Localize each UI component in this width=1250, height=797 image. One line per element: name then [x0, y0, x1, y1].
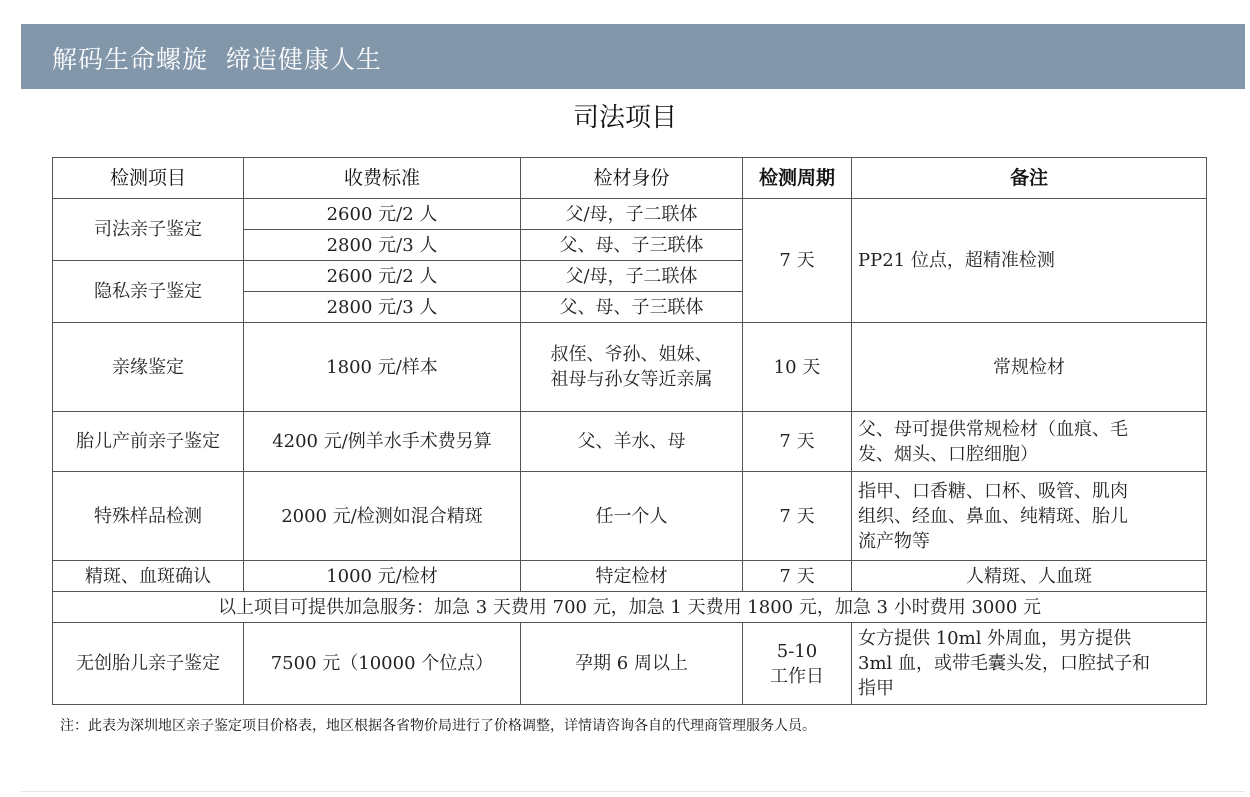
sample-nipt: 孕期 6 周以上 — [521, 623, 743, 705]
note-nipt-line: 女方提供 10ml 外周血，男方提供 — [858, 628, 1132, 649]
sample-stain: 特定检材 — [521, 561, 743, 592]
fee-stain: 1000 元/检材 — [244, 561, 521, 592]
fee-judicial-2: 2600 元/2 人 — [244, 199, 521, 230]
cycle-special: 7 天 — [743, 472, 852, 561]
sample-kinship-line: 祖母与孙女等近亲属 — [550, 369, 713, 390]
sample-kinship-line: 叔侄、爷孙、姐妹、 — [550, 344, 713, 365]
cycle-nipt-line: 5-10 — [776, 640, 818, 662]
col-header-fee: 收费标准 — [244, 158, 521, 199]
cycle-stain: 7 天 — [743, 561, 852, 592]
table-row — [53, 472, 1207, 561]
sample-judicial-3: 父、母、子三联体 — [521, 230, 743, 261]
note-prenatal-line: 发、烟头、口腔细胞） — [858, 443, 1038, 465]
sample-private-3: 父、母、子三联体 — [521, 292, 743, 323]
sample-special: 任一个人 — [521, 472, 743, 561]
cycle-kinship: 10 天 — [743, 323, 852, 412]
note-special — [852, 472, 1207, 561]
fee-judicial-3: 2800 元/3 人 — [244, 230, 521, 261]
cycle-prenatal: 7 天 — [743, 412, 852, 472]
item-private: 隐私亲子鉴定 — [53, 261, 244, 323]
table-row — [53, 323, 1207, 412]
fee-private-3: 2800 元/3 人 — [244, 292, 521, 323]
fee-nipt: 7500 元（10000 个位点） — [244, 623, 521, 705]
table-row — [53, 561, 1207, 592]
note-nipt — [852, 623, 1207, 705]
note-special-line: 流产物等 — [858, 530, 930, 552]
item-prenatal: 胎儿产前亲子鉴定 — [53, 412, 244, 472]
table-row — [53, 412, 1207, 472]
col-header-note: 备注 — [852, 158, 1207, 199]
item-nipt: 无创胎儿亲子鉴定 — [53, 623, 244, 705]
price-table — [52, 157, 1207, 705]
header-banner — [21, 24, 1245, 89]
item-judicial: 司法亲子鉴定 — [53, 199, 244, 261]
table-row — [53, 592, 1207, 623]
sample-kinship — [521, 323, 743, 412]
table-row — [53, 199, 1207, 230]
item-special: 特殊样品检测 — [53, 472, 244, 561]
page-title: 司法项目 — [572, 103, 677, 133]
table-row — [53, 623, 1207, 705]
item-kinship: 亲缘鉴定 — [53, 323, 244, 412]
col-header-cycle: 检测周期 — [743, 158, 852, 199]
cycle-nipt — [743, 623, 852, 705]
cycle-nipt-line: 工作日 — [770, 665, 824, 687]
sample-prenatal: 父、羊水、母 — [521, 412, 743, 472]
note-prenatal-line: 父、母可提供常规检材（血痕、毛 — [858, 418, 1128, 440]
note-kinship: 常规检材 — [852, 323, 1207, 412]
sample-judicial-2: 父/母，子二联体 — [521, 199, 743, 230]
fee-special: 2000 元/检测如混合精斑 — [244, 472, 521, 561]
note-special-line: 组织、经血、鼻血、纯精斑、胎儿 — [858, 505, 1128, 527]
note-nipt-line: 3ml 血，或带毛囊头发，口腔拭子和 — [858, 653, 1150, 674]
urgent-service-note: 以上项目可提供加急服务：加急 3 天费用 700 元，加急 1 天费用 1800 元，加急 3 小时费用 3000 元 — [53, 592, 1207, 623]
table-header-row — [53, 158, 1207, 199]
note-nipt-line: 指甲 — [858, 678, 894, 699]
note-prenatal — [852, 412, 1207, 472]
fee-prenatal: 4200 元/例羊水手术费另算 — [244, 412, 521, 472]
note-stain: 人精斑、人血斑 — [852, 561, 1207, 592]
fee-private-2: 2600 元/2 人 — [244, 261, 521, 292]
item-stain: 精斑、血斑确认 — [53, 561, 244, 592]
bottom-divider — [21, 791, 1245, 792]
col-header-item: 检测项目 — [53, 158, 244, 199]
cycle-paternity: 7 天 — [743, 199, 852, 323]
sample-private-2: 父/母，子二联体 — [521, 261, 743, 292]
col-header-sample: 检材身份 — [521, 158, 743, 199]
note-special-line: 指甲、口香糖、口杯、吸管、肌肉 — [858, 480, 1128, 502]
footnote: 注：此表为深圳地区亲子鉴定项目价格表，地区根据各省物价局进行了价格调整，详情请咨询各自的代理商管理服务人员。 — [60, 718, 816, 734]
fee-kinship: 1800 元/样本 — [244, 323, 521, 412]
note-paternity: PP21 位点，超精准检测 — [852, 199, 1207, 323]
header-slogan: 解码生命螺旋 缔造健康人生 — [52, 45, 382, 74]
